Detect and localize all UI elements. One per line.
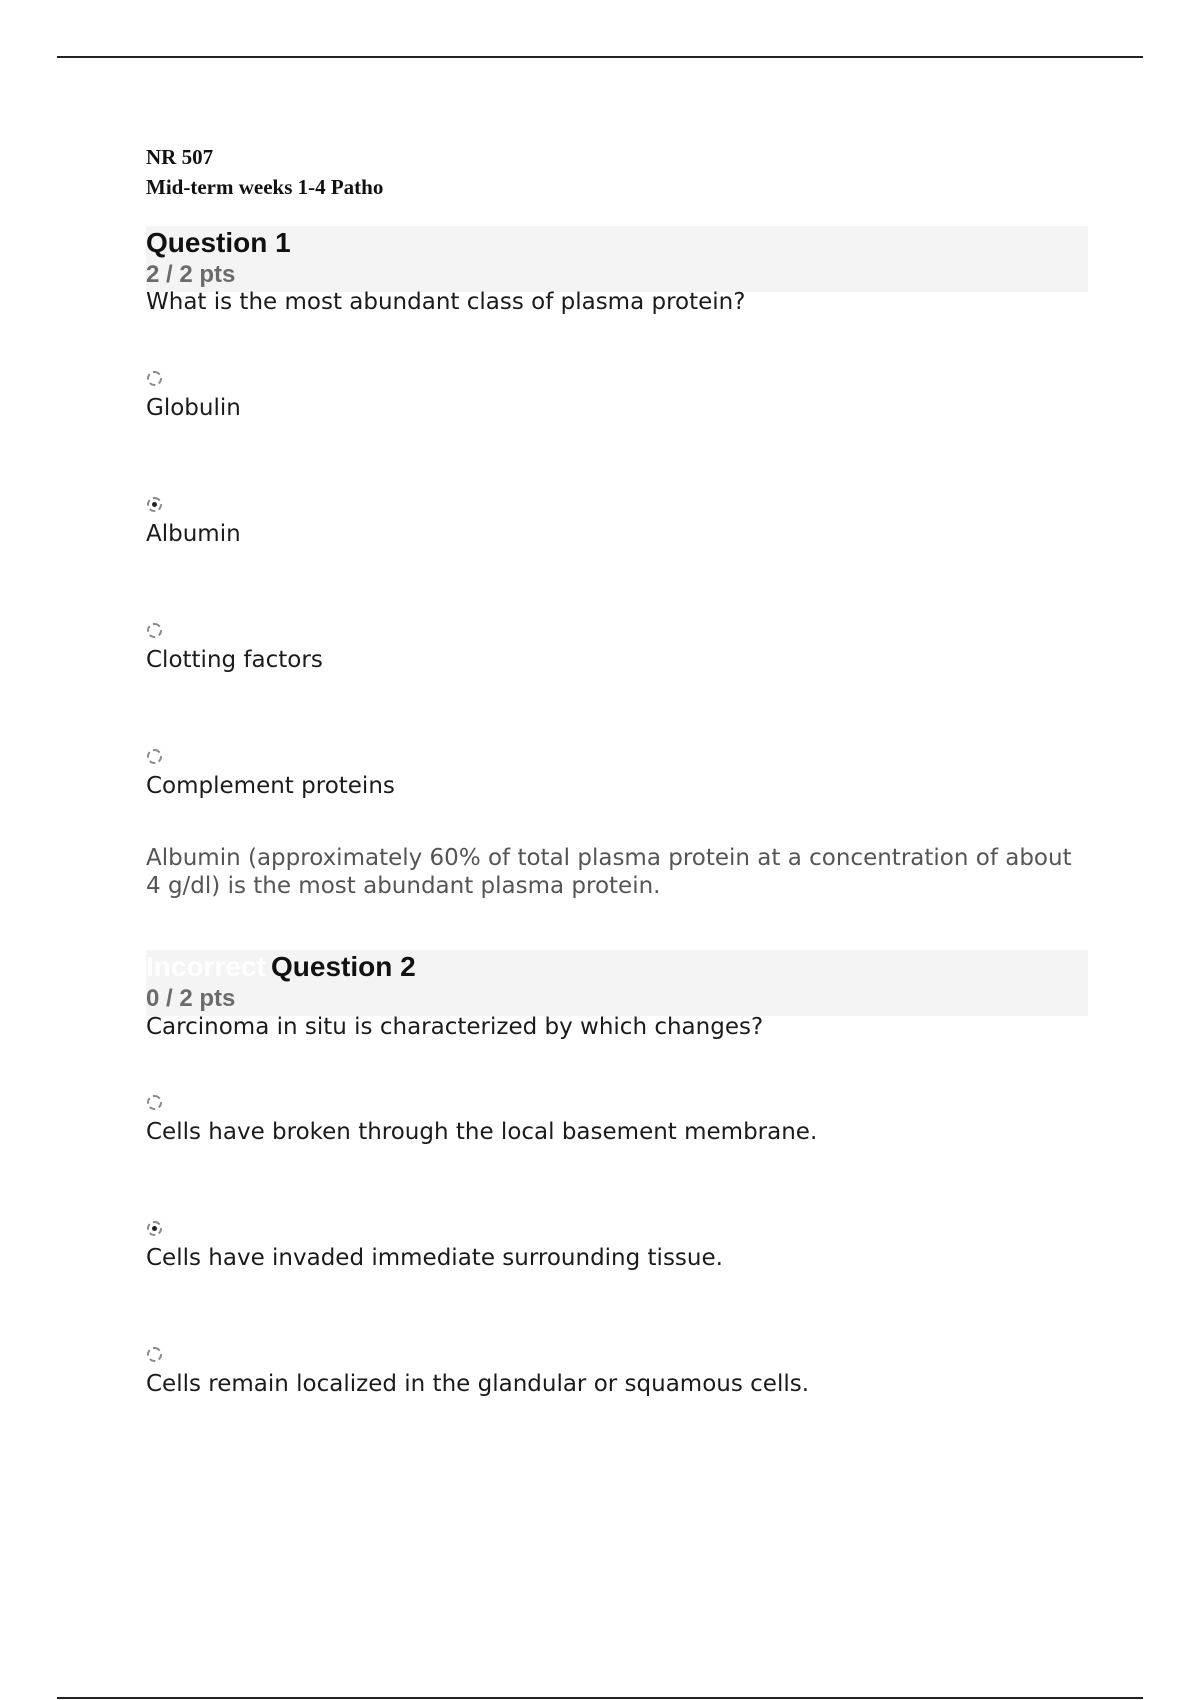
radio-button[interactable] — [147, 623, 162, 638]
question-1-text: What is the most abundant class of plasma protein? — [146, 289, 746, 315]
top-rule — [57, 56, 1143, 58]
question-2-header — [146, 950, 1088, 1016]
q2-option-3[interactable] — [146, 1347, 1088, 1407]
option-label: Albumin — [146, 521, 241, 547]
bottom-rule — [57, 1697, 1143, 1699]
question-2-title: Question 2 — [271, 951, 416, 982]
option-label: Clotting factors — [146, 647, 323, 673]
question-2-points: 0 / 2 pts — [146, 985, 236, 1012]
question-2-text: Carcinoma in situ is characterized by which changes? — [146, 1014, 764, 1040]
question-1-feedback: Albumin (approximately 60% of total plasma protein at a concentration of about 4 g/dl) is the most abundant plasma protein. — [146, 845, 1072, 899]
radio-button[interactable] — [147, 749, 162, 764]
radio-button[interactable] — [147, 1095, 162, 1110]
option-label: Cells have invaded immediate surrounding tissue. — [146, 1245, 723, 1271]
question-1-title: Question 1 — [146, 227, 291, 258]
exam-subtitle: Mid-term weeks 1-4 Patho — [146, 175, 384, 199]
q1-option-2[interactable] — [146, 497, 1088, 557]
q1-option-3[interactable] — [146, 623, 1088, 683]
q1-option-1[interactable] — [146, 371, 1088, 431]
question-1-points: 2 / 2 pts — [146, 261, 236, 288]
question-1-header — [146, 226, 1088, 292]
option-label: Complement proteins — [146, 773, 395, 799]
q2-option-2[interactable] — [146, 1221, 1088, 1281]
question-2-status: Incorrect — [146, 951, 266, 982]
radio-button-selected[interactable] — [147, 1221, 162, 1236]
radio-button[interactable] — [147, 1347, 162, 1362]
option-label: Globulin — [146, 395, 241, 421]
radio-button[interactable] — [147, 371, 162, 386]
option-label: Cells remain localized in the glandular or squamous cells. — [146, 1371, 810, 1397]
q2-option-1[interactable] — [146, 1095, 1088, 1155]
q1-option-4[interactable] — [146, 749, 1088, 809]
course-code: NR 507 — [146, 145, 214, 169]
option-label: Cells have broken through the local basement membrane. — [146, 1119, 818, 1145]
radio-button-selected[interactable] — [147, 497, 162, 512]
